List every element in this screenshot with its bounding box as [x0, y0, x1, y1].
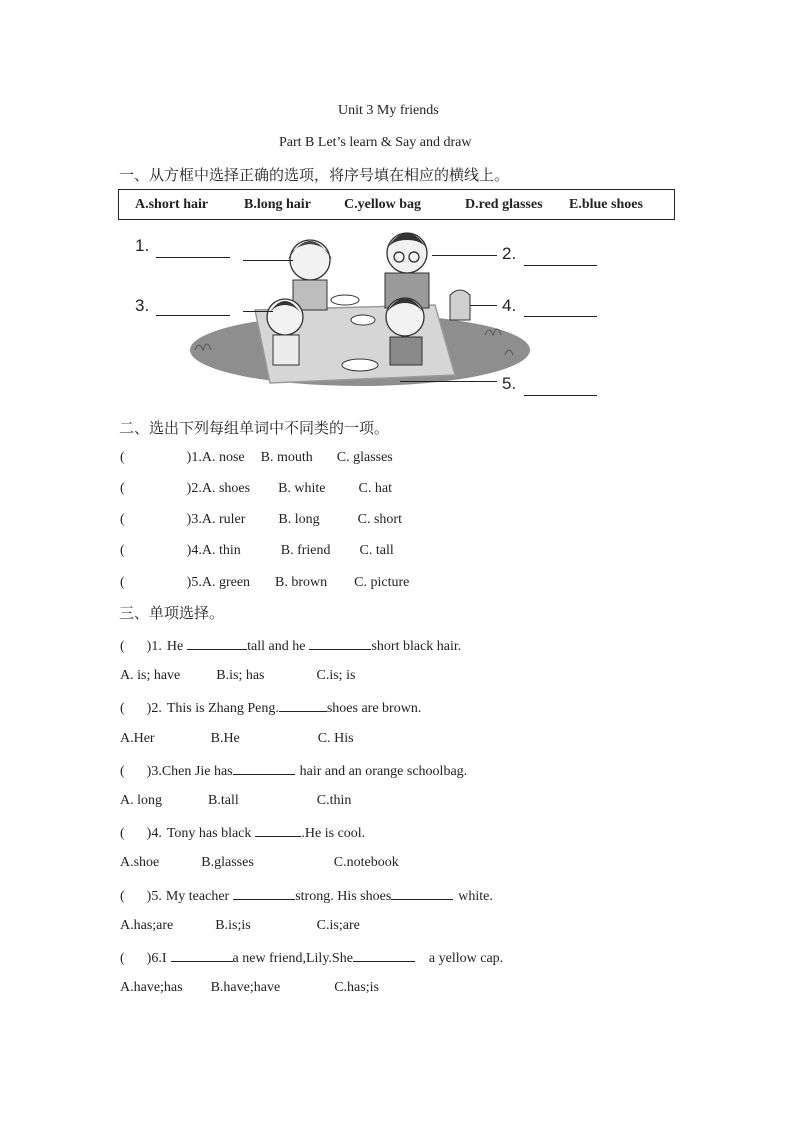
option-a: A.short hair: [135, 197, 209, 212]
pointer-line-3: [243, 311, 273, 312]
label-1: 1.: [135, 236, 150, 255]
mc-options-2: A.Her B.He C. His: [120, 731, 354, 746]
option-e: E.blue shoes: [569, 197, 643, 212]
plate-fruit: [351, 315, 375, 325]
pointer-line-5: [400, 381, 497, 382]
mc-options-4: A.shoe B.glasses C.notebook: [120, 855, 399, 870]
mc-options-6: A.have;has B.have;have C.has;is: [120, 980, 379, 995]
label-3: 3.: [135, 296, 150, 315]
plate-cake: [331, 295, 359, 305]
girl2-body: [273, 335, 299, 365]
mc-options-1: A. is; have B.is; has C.is; is: [120, 668, 356, 683]
mc-question-6: ( )6.I a new friend,Lily.She a yellow cap.: [120, 951, 504, 966]
mc-options-5: A.has;are B.is;is C.is;are: [120, 918, 360, 933]
mc-question-2: ( )2. This is Zhang Peng. shoes are brown.: [120, 701, 422, 716]
answer-line-4[interactable]: [524, 316, 597, 317]
mc-question-5: ( )5. My teacher strong. His shoes white.: [120, 889, 493, 904]
blank-6b[interactable]: [353, 949, 415, 962]
pointer-line-2: [432, 255, 497, 256]
mc-question-1: ( )1. He tall and he short black hair.: [120, 639, 462, 654]
blank-1a[interactable]: [187, 637, 247, 650]
picnic-illustration: [185, 225, 530, 390]
answer-line-1[interactable]: [156, 257, 230, 258]
section1-heading: 一、从方框中选择正确的选项，将序号填在相应的横线上。: [119, 166, 510, 184]
blank-5a[interactable]: [233, 887, 295, 900]
option-c: C.yellow bag: [344, 197, 421, 212]
answer-line-5[interactable]: [524, 395, 597, 396]
odd-one-out-1: ( )1.A. nose B. mouth C. glasses: [120, 450, 393, 465]
label-4: 4.: [502, 296, 517, 315]
blank-6a[interactable]: [171, 949, 233, 962]
label-5: 5.: [502, 374, 517, 393]
options-box: [118, 189, 675, 220]
plate-bread: [342, 359, 378, 371]
answer-line-2[interactable]: [524, 265, 597, 266]
blank-4a[interactable]: [255, 824, 301, 837]
option-b: B.long hair: [244, 197, 311, 212]
odd-one-out-4: ( )4.A. thin B. friend C. tall: [120, 543, 394, 558]
odd-one-out-3: ( )3.A. ruler B. long C. short: [120, 512, 402, 527]
boy2-head: [386, 298, 424, 336]
section2-heading: 二、选出下列每组单词中不同类的一项。: [119, 419, 390, 437]
mc-question-3: ( )3.Chen Jie has hair and an orange schoolbag.: [120, 764, 468, 779]
option-d: D.red glasses: [465, 197, 543, 212]
blank-1b[interactable]: [309, 637, 371, 650]
blank-2a[interactable]: [279, 699, 327, 712]
pointer-line-4: [470, 305, 497, 306]
unit-subtitle: Part B Let’s learn & Say and draw: [279, 135, 472, 150]
blank-5b[interactable]: [391, 887, 453, 900]
answer-line-3[interactable]: [156, 315, 230, 316]
mc-options-3: A. long B.tall C.thin: [120, 793, 352, 808]
blank-3a[interactable]: [233, 762, 295, 775]
label-2: 2.: [502, 244, 517, 263]
unit-title: Unit 3 My friends: [338, 103, 439, 118]
pointer-line-1: [243, 260, 293, 261]
bag: [450, 290, 470, 320]
section3-heading: 三、单项选择。: [119, 604, 225, 622]
odd-one-out-5: ( )5.A. green B. brown C. picture: [120, 575, 410, 590]
mc-question-4: ( )4. Tony has black .He is cool.: [120, 826, 366, 841]
odd-one-out-2: ( )2.A. shoes B. white C. hat: [120, 481, 392, 496]
girl-head: [290, 240, 330, 280]
boy2-body: [390, 337, 422, 365]
